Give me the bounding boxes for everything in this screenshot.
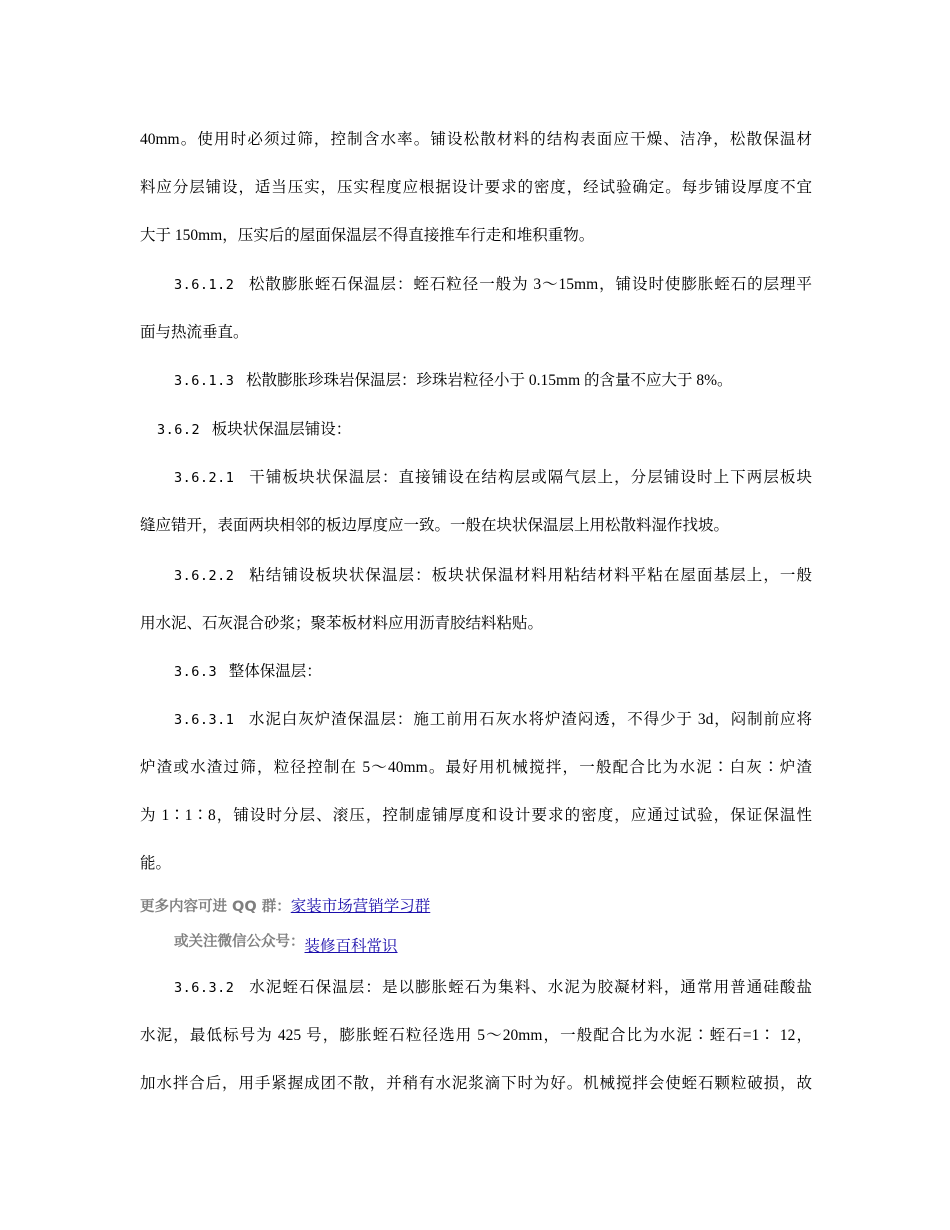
section-number: 3.6.2.1 — [174, 470, 235, 486]
section-text: 水泥白灰炉渣保温层：施工前用石灰水将炉渣闷透，不得少于 3d，闷制前应将 — [248, 711, 812, 728]
section-text: 整体保温层： — [228, 663, 322, 680]
paragraph-line: 能。 — [140, 855, 172, 872]
paragraph-line: 40mm。使用时必须过筛，控制含水率。铺设松散材料的结构表面应干燥、洁净，松散保温材 — [140, 131, 812, 148]
paragraph-line: 料应分层铺设，适当压实，压实程度应根据设计要求的密度，经试验确定。每步铺设厚度不宜 — [140, 179, 812, 196]
section-number: 3.6.3 — [174, 664, 218, 680]
section-text: 板块状保温层铺设： — [211, 421, 352, 438]
qq-group-link[interactable]: 家装市场营销学习群 — [290, 898, 431, 915]
paragraph-line: 水泥，最低标号为 425 号，膨胀蛭石粒径选用 5～20mm，一般配合比为水泥∶蛭石=1∶ 12， — [140, 1027, 812, 1044]
paragraph-line: 面与热流垂直。 — [140, 324, 249, 341]
section-3-6-3-2-line — [174, 978, 812, 998]
paragraph-line: 炉渣或水渣过筛，粒径控制在 5～40mm。最好用机械搅拌，一般配合比为水泥∶白灰∶炉渣 — [140, 759, 812, 776]
section-text: 松散膨胀蛭石保温层：蛭石粒径一般为 3～15mm，铺设时使膨胀蛭石的层理平 — [248, 276, 812, 293]
section-3-6-3-1-line — [174, 710, 812, 730]
section-3-6-2-2-line — [174, 566, 812, 586]
qq-group-label: 更多内容可进 QQ 群： — [140, 899, 291, 915]
section-3-6-2-1-line — [174, 468, 812, 488]
section-3-6-1-3-line — [174, 371, 812, 391]
section-text: 粘结铺设板块状保温层：板块状保温材料用粘结材料平粘在屋面基层上，一般 — [249, 567, 812, 584]
paragraph-line: 大于 150mm，压实后的屋面保温层不得直接推车行走和堆积重物。 — [140, 227, 595, 244]
wechat-account-link[interactable]: 装修百科常识 — [304, 938, 398, 955]
section-3-6-3-heading — [174, 662, 812, 682]
section-number: 3.6.1.3 — [174, 373, 235, 389]
section-number: 3.6.3.1 — [174, 712, 235, 728]
section-3-6-2-heading — [157, 420, 812, 440]
section-number: 3.6.2.2 — [174, 568, 235, 584]
section-number: 3.6.1.2 — [174, 277, 235, 293]
paragraph-line: 用水泥、石灰混合砂浆；聚苯板材料应用沥青胶结料粘贴。 — [140, 615, 544, 632]
qq-group-promo — [140, 897, 430, 917]
section-number: 3.6.2 — [157, 422, 201, 438]
paragraph-line: 缝应错开，表面两块相邻的板边厚度应一致。一般在块状保温层上用松散料湿作找坡。 — [140, 517, 730, 534]
wechat-promo — [174, 932, 398, 955]
wechat-label: 或关注微信公众号： — [174, 934, 305, 950]
paragraph-line: 为 1∶1∶8，铺设时分层、滚压，控制虚铺厚度和设计要求的密度，应通过试验，保证保温性 — [140, 807, 812, 824]
section-text: 水泥蛭石保温层：是以膨胀蛭石为集料、水泥为胶凝材料，通常用普通硅酸盐 — [249, 979, 812, 996]
section-3-6-1-2-line — [174, 275, 812, 295]
section-text: 松散膨胀珍珠岩保温层：珍珠岩粒径小于 0.15mm 的含量不应大于 8%。 — [246, 372, 733, 389]
section-number: 3.6.3.2 — [174, 980, 235, 996]
paragraph-line: 加水拌合后，用手紧握成团不散，并稍有水泥浆滴下时为好。机械搅拌会使蛭石颗粒破损，故 — [140, 1075, 812, 1092]
section-text: 干铺板块状保温层：直接铺设在结构层或隔气层上，分层铺设时上下两层板块 — [249, 469, 812, 486]
